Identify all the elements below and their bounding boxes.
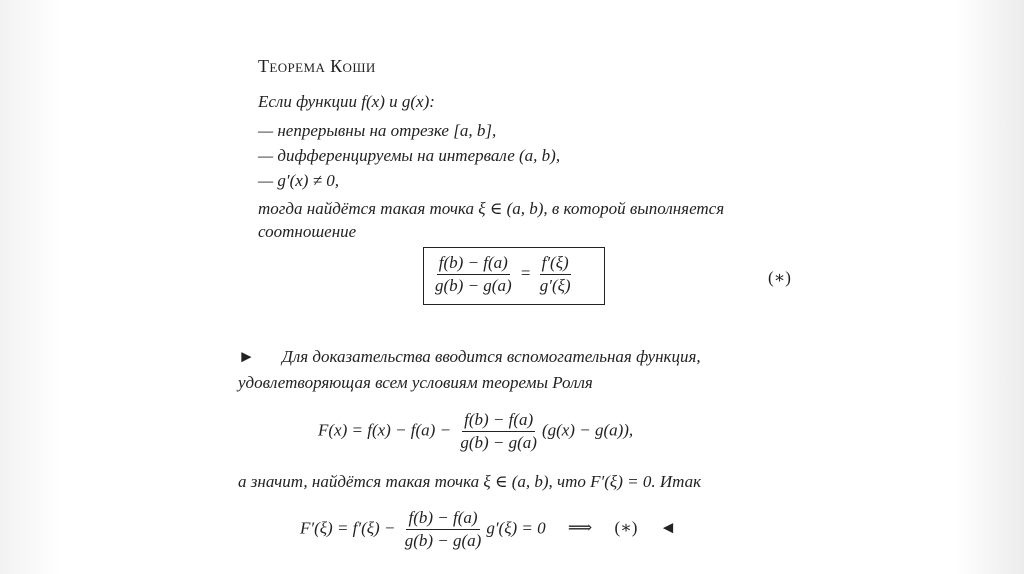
final-rhs: g′(ξ) = 0 [486, 518, 546, 538]
proof-end-marker: ◄ [659, 518, 677, 538]
aux-rhs: (g(x) − g(a)), [541, 420, 634, 440]
final-lhs: F′(ξ) = f′(ξ) − [300, 518, 396, 538]
aux-denominator: g(b) − g(a) [460, 433, 537, 452]
final-formula [300, 508, 676, 551]
cauchy-lhs-denominator: g(b) − g(a) [435, 276, 512, 295]
aux-numerator: f(b) − f(a) [462, 410, 535, 432]
cauchy-lhs-fraction [433, 253, 514, 296]
final-numerator: f(b) − f(a) [406, 508, 479, 530]
cauchy-lhs-numerator: f(b) − f(a) [437, 253, 510, 275]
cauchy-rhs-fraction [538, 253, 573, 296]
theorem-intro: Если функции f(x) и g(x): [258, 92, 435, 111]
condition-continuous: — непрерывны на отрезке [a, b], [258, 121, 497, 140]
proof-line1: Для доказательства вводится вспомогательная функция, [282, 347, 701, 366]
cauchy-formula [430, 253, 576, 296]
final-denominator: g(b) − g(a) [404, 531, 482, 550]
theorem-conclusion-line2: соотношение [258, 222, 357, 241]
cauchy-rhs-numerator: f′(ξ) [540, 253, 571, 275]
final-tag: (∗) [614, 518, 638, 538]
theorem-title: Теорема Коши [258, 56, 376, 76]
proof-line2: удовлетворяющая всем условиям теоремы Ролля [238, 373, 593, 392]
aux-lhs: F(x) = f(x) − f(a) − [318, 420, 452, 440]
cauchy-equals: = [520, 263, 531, 283]
aux-fraction [458, 410, 539, 453]
cauchy-rhs-denominator: g′(ξ) [539, 276, 571, 295]
condition-derivative-nonzero: — g′(x) ≠ 0, [258, 171, 340, 190]
left-shadow [0, 0, 60, 574]
theorem-conclusion-line1: тогда найдётся такая точка ξ ∈ (a, b), в которой выполняется [258, 199, 725, 218]
proof-line3: а значит, найдётся такая точка ξ ∈ (a, b), что F′(ξ) = 0. Итак [238, 472, 702, 491]
proof-start-marker: ► [238, 347, 255, 366]
final-fraction [403, 508, 484, 551]
implies-arrow: ⟹ [567, 518, 593, 538]
formula-tag: (∗) [768, 268, 791, 287]
auxiliary-function-formula [318, 410, 633, 453]
right-shadow [954, 0, 1024, 574]
condition-differentiable: — дифференцируемы на интервале (a, b), [258, 146, 561, 165]
